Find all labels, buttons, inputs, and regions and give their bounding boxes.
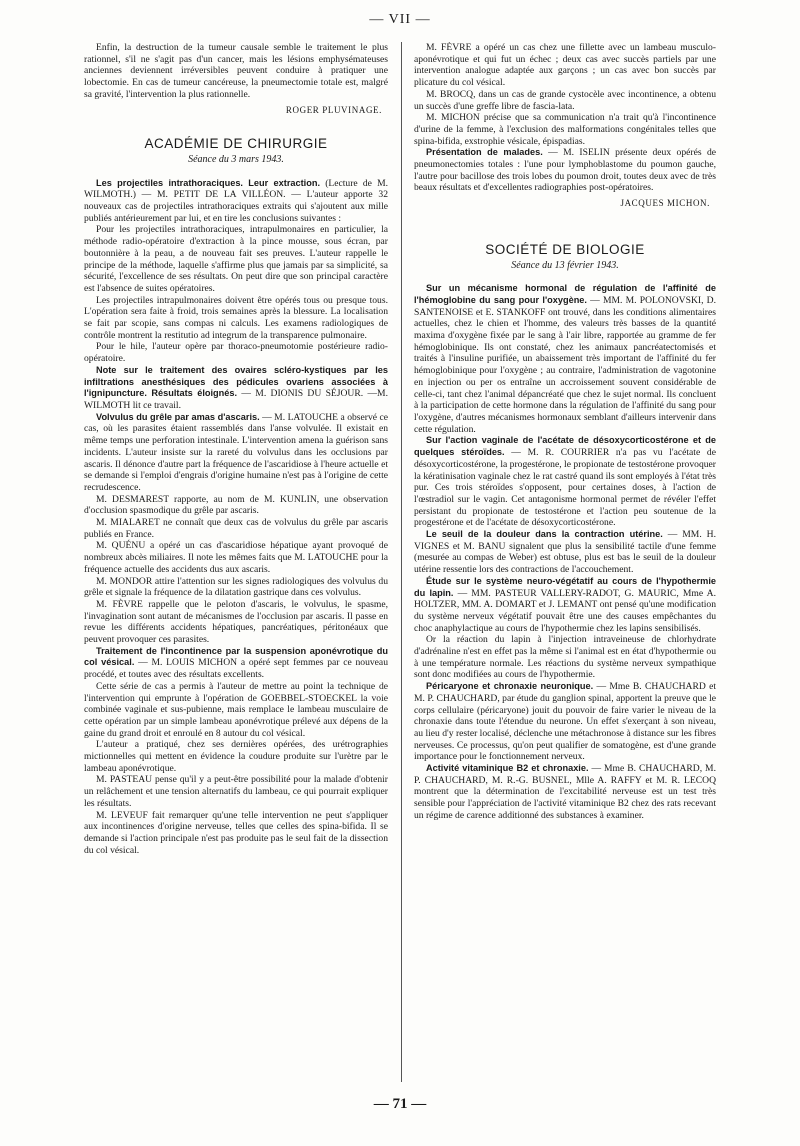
paragraph (84, 341, 388, 364)
left-intro (84, 42, 388, 101)
paragraph-text: — Mme B. CHAUCHARD, M. P. CHAUCHARD, M. R.-G. BUSNEL, Mlle A. RAFFY et M. R. LECOQ montrent que la détermination de l'excitabilité nerveuse est un test très sensible pour l'appréciation de l'activité vitaminique B2 chez des rats recevant un régime de carence additionné des substances à examiner. (414, 763, 716, 821)
paragraph (84, 774, 388, 809)
paragraph (414, 763, 716, 822)
paragraph-heading: Les projectiles intrathoraciques. Leur extraction. (96, 177, 321, 188)
paragraph-text: M. MICHON précise que sa communication n'a trait qu'à l'incontinence d'urine de la femme, à l'exclusion des malformations congénitales telles que spina-bifida, exstrophie vésicale, épispadias. (414, 112, 716, 147)
paragraph-text: — M. R. COURRIER n'a pas vu l'acétate de désoxycorticostérone, la progestérone, le propionate de testostérone provoquer la kératinisation vaginale chez le rat castré quand ils sont employés à l'état très pur. Ces trois stéroïdes s'opposent, pour certaines doses, à l'action de l'œstradiol sur le vagin. Cet antagonisme hormonal permet de révéler l'effet persistant du propionate de testostérone et l'action peu soutenue de la progestérone et de l'acétate de désoxycorticostérone. (414, 447, 716, 529)
signature-pluvinage: ROGER PLUVINAGE. (285, 104, 382, 115)
paragraph-text: — MM. H. VIGNES et M. BANU signalent que plus la sensibilité tactile d'une femme (mesurée au compas de Weber) est obtuse, plus est bas le seuil de la douleur utérine ressentie lors des contractions de l'accouchement. (414, 529, 716, 576)
paragraph (414, 147, 716, 194)
paragraph-text: L'auteur a pratiqué, chez ses dernières opérées, des urétrographies mictionnelles qui mettent en évidence la coudure produite sur l'urètre par le lambeau aponévrotique. (84, 739, 388, 774)
left-column (84, 42, 388, 1082)
paragraph-text: Pour les projectiles intrathoraciques, intrapulmonaires en particulier, la méthode radio-opératoire d'extraction à la pince mousse, sous écran, par boutonnière à la peau, a de nouveau fait ses preuves. L'auteur rappelle le principe de la méthode, laquelle s'affirme plus que jamais par sa simplicité, sa sécurité, l'excellence de ses résultats. On peut dire que son principal caractère est l'absence de suites opératoires. (84, 224, 388, 294)
paragraph-text: Cette série de cas a permis à l'auteur de mettre au point la technique de l'intervention qui emprunte à l'opération de GOEBBEL-STOECKEL la voie combinée vaginale et sus-pubienne, mais remplace le lambeau musculaire de cette opération par un simple lambeau aponévrotique prélevé aux dépens de la gaine du grand droit et enroulé en 8 autour du col vésical. (84, 680, 388, 739)
page-header: — VII — (369, 12, 431, 27)
paragraph-text: M. MONDOR attire l'attention sur les signes radiologiques des volvulus du grêle et signale la fréquence de la dilatation gastrique dans ces volvulus. (84, 575, 388, 599)
paragraph-heading: Le seuil de la douleur dans la contraction utérine. (426, 529, 663, 540)
paragraph (84, 224, 388, 294)
paragraph-heading: Note sur le traitement des ovaires scléro-kystiques par les infiltrations anesthésiques des pédicules ovariens associées à l'ignipuncture. Résultats éloignés. (84, 364, 388, 399)
signature-michon: JACQUES MICHON. (620, 198, 710, 209)
paragraph-text: — M. ISELIN présente deux opérés de pneumonectomies totales : l'une pour lymphoblastome du poumon gauche, l'autre pour bacillose des trois lobes du poumon droit, toutes deux avec de très beaux résultats et d'excellentes radiographies post-opératoires. (414, 147, 716, 194)
paragraph-heading: Activité vitaminique B2 et chronaxie. (426, 763, 589, 774)
right-intro (414, 42, 716, 194)
paragraph (84, 540, 388, 575)
paragraph-text: — Mme B. CHAUCHARD et M. P. CHAUCHARD, par étude du ganglion spinal, apportent la preuve que le corps cellulaire (péricaryone) jouit du pouvoir de faire varier le niveau de la chronaxie dans toute l'étendue du neurone. Un effet s'exerçant à son niveau, au lieu d'y rester localisé, déclenche une métachronose à distance sur les fibres nerveuses. Ce processus, qu'on peut qualifier de somatogène, est d'une grande importance pour le fonctionnement nerveux. (414, 681, 716, 763)
paragraph (414, 112, 716, 147)
paragraph-text: — MM. PASTEUR VALLERY-RADOT, G. MAURIC, Mme A. HOLTZER, MM. A. DOMART et J. LEMANT ont pensé qu'une modification du système nerveux végétatif pouvait être une des causes empêchantes du choc anaphylactique au cours de l'hypothermie chez les lapins sensibilisés. (414, 587, 716, 634)
paragraph (414, 681, 716, 763)
paragraph (84, 494, 388, 517)
paragraph: Enfin, la destruction de la tumeur causale semble le traitement le plus rationnel, s'il ne s'agit pas d'un cancer, mais les lésions emphysémateuses anciennes deviennent irréversibles peuvent conduire à pratiquer une lobectomie. En cas de tumeur cancéreuse, la pneumectomie totale est, malgré sa gravité, l'intervention la plus rationnelle. (84, 42, 388, 100)
paragraph (84, 599, 388, 646)
paragraph-heading: Sur l'action vaginale de l'acétate de désoxycorticostérone et de quelques stéroïdes. (414, 435, 716, 458)
paragraph (414, 576, 716, 635)
paragraph (414, 42, 716, 89)
paragraph (84, 739, 388, 774)
paragraph-text: Les projectiles intrapulmonaires doivent être opérés tous ou presque tous. L'opération sera faite à froid, trois semaines après la blessure. La localisation se fait par scopie, sans compas ni calculs. Les examens radiologiques de contrôle montrent la restitutio ad integrum de la transparence pulmonaire. (84, 294, 388, 341)
right-column (414, 42, 716, 1082)
paragraph-text: M. DESMAREST rapporte, au nom de M. KUNLIN, une observation d'occlusion spasmodique du grêle par ascaris. (84, 493, 388, 517)
section-title-biologie: SOCIÉTÉ DE BIOLOGIE (485, 241, 645, 257)
paragraph-text: M. MIALARET ne connaît que deux cas de volvulus du grêle par ascaris publiés en France. (84, 517, 388, 540)
paragraph-text: M. PASTEAU pense qu'il y a peut-être possibilité pour la malade d'obtenir un relâchement et une tension alternatifs du lambeau, ce qui pourrait expliquer les résultats. (84, 774, 388, 809)
paragraph (84, 576, 388, 599)
paragraph (84, 295, 388, 342)
paragraph-text: M. FÈVRE a opéré un cas chez une fillette avec un lambeau musculo-aponévrotique et qui fut un échec ; deux cas avec succès partiels par une intervention analogue adaptée aux garçons ; un cas avec bon succès par plicature du col vésical. (414, 42, 716, 89)
page-footer: — 71 — (373, 1096, 427, 1112)
paragraph-text: Pour le hile, l'auteur opère par thoraco-pneumotomie postérieure radio-opératoire. (84, 341, 388, 365)
paragraph-heading: Étude sur le système neuro-végétatif au cours de l'hypothermie du lapin. (414, 575, 716, 598)
paragraph-text: M. FÈVRE rappelle que le peloton d'ascaris, le volvulus, le spasme, l'invagination sont autant de mécanismes de l'occlusion par ascaris. Il passe en revue les différents accidents hépatiques, pancréatiques, péritonéaux que peuvent provoquer ces parasites. (84, 598, 388, 646)
paragraph-text: — MM. M. POLONOVSKI, D. SANTENOISE et E. STANKOFF ont trouvé, dans les conditions alimentaires actuelles, chez le chien et l'homme, des valeurs très basses de la quantité maxima d'oxygène fixée par le sang à l'air libre, rapportée au gramme de fer hémoglobinique. Ils ont constaté, chez les animaux pancréatectomisés et traités à l'insuline purifiée, un abaissement très important de l'affinité du fer hémoglobinique pour l'oxygène ; au contraire, l'administration de vagotonine en injection ou per os entraîne un accroissement souvent considérable de celle-ci, tant chez l'animal dépancréaté que chez le sujet normal. Ils concluent à la participation de cette hormone dans la régulation de l'affinité du sang pour l'oxygène, d'autres mécanismes hormonaux semblant d'ailleurs intervenir dans cette régulation. (414, 294, 716, 435)
paragraph-heading: Présentation de malades. (426, 147, 543, 158)
right-body (414, 283, 716, 821)
paragraph (84, 517, 388, 540)
paragraph (414, 529, 716, 576)
column-rule (401, 42, 402, 1082)
paragraph-heading: Péricaryone et chronaxie neuronique. (426, 681, 594, 692)
paragraph-text: — M. LATOUCHE a observé ce cas, où les parasites étaient rassemblés dans l'anse volvulée. Il existait en même temps une perforation intestinale. L'intervention amena la guérison sans incidents. L'auteur insiste sur la rareté du volvulus dans les occlusions par ascaris. Il dénonce d'autre part la fréquence de l'ascaridiose à l'heure actuelle et se demande si l'emploi d'engrais d'origine humaine n'est pas à l'origine de cette recrudescence. (84, 411, 388, 493)
section-date-biologie: Séance du 13 février 1943. (511, 259, 619, 271)
paragraph-text: M. QUÉNU a opéré un cas d'ascaridiose hépatique ayant provoqué de nombreux abcès miliaires. Il note les mêmes faits que M. LATOUCHE pour la fréquence actuelle des accidents dus aux ascaris. (84, 540, 388, 575)
paragraph (84, 365, 388, 412)
paragraph-text: M. LEVEUF fait remarquer qu'une telle intervention ne peut s'appliquer aux incontinences d'origine nerveuse, telles que celles des spina-bifida. Il se demande si l'action principale n'est pas produite pas le seul fait de la dissection du col vésical. (84, 809, 388, 856)
paragraph (414, 89, 716, 112)
paragraph-text: Or la réaction du lapin à l'injection intraveineuse de chlorhydrate d'adrénaline n'est en effet pas la même si l'animal est en état d'hypothermie ou à une température normale. Les réactions du système nerveux sympathique sont donc modifiées au cours de l'hypothermie. (414, 634, 716, 681)
paragraph (84, 810, 388, 857)
paragraph-text: (Lecture de M. WILMOTH.) — M. PETIT DE LA VILLÉON. — L'auteur apporte 32 nouveaux cas de projectiles intrathoraciques extraits qui s'ajoutent aux mille publiés antérieurement par lui, et en tire les conclusions suivantes : (84, 177, 388, 224)
section-title-academie: ACADÉMIE DE CHIRURGIE (144, 136, 328, 152)
paragraph (84, 681, 388, 740)
paragraph-heading: Volvulus du grêle par amas d'ascaris. (96, 411, 260, 422)
section-date-academie: Séance du 3 mars 1943. (188, 153, 284, 165)
paragraph-text: — M. LOUIS MICHON a opéré sept femmes par ce nouveau procédé, et toutes avec des résultats excellents. (84, 657, 388, 681)
paragraph (414, 435, 716, 529)
paragraph (84, 178, 388, 225)
paragraph (84, 412, 388, 494)
paragraph-heading: Sur un mécanisme hormonal de régulation de l'affinité de l'hémoglobine du sang pour l'oxygène. (414, 283, 716, 305)
left-body (84, 178, 388, 857)
paragraph-text: — M. DIONIS DU SÉJOUR. —M. WILMOTH lit ce travail. (84, 388, 388, 411)
paragraph-text: M. BROCQ, dans un cas de grande cystocèle avec incontinence, a obtenu un succès d'une greffe libre de fascia-lata. (414, 88, 716, 112)
paragraph (414, 634, 716, 681)
paragraph-heading: Traitement de l'incontinence par la suspension aponévrotique du col vésical. (84, 645, 388, 668)
paragraph (414, 283, 716, 435)
paragraph (84, 646, 388, 681)
